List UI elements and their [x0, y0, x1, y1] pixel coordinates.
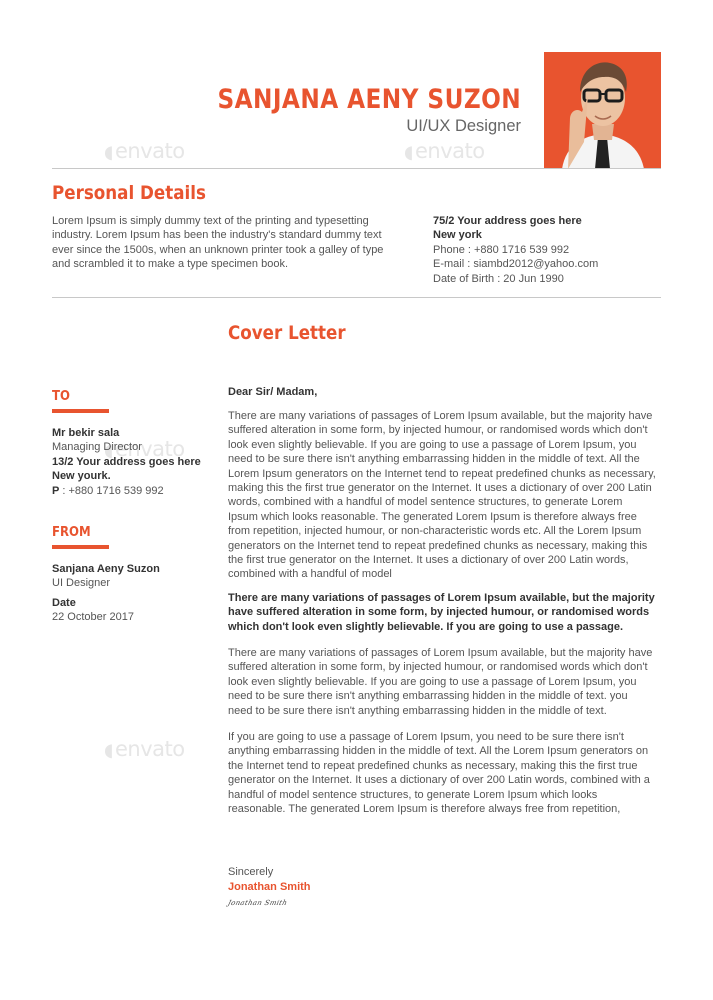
man-portrait-icon: [544, 52, 661, 169]
address-line: 75/2 Your address goes here: [433, 215, 582, 227]
closing: Sincerely: [228, 866, 274, 878]
from-underline: [52, 545, 109, 549]
recipient-city: New yourk.: [52, 470, 111, 483]
text-line: suffered alteration in some form, by injected humour, or randomised words which don't: [228, 661, 648, 674]
recipient-name: Mr bekir sala: [52, 427, 120, 439]
to-underline: [52, 409, 109, 413]
personal-contact: [433, 214, 598, 286]
text-line: ever since the 1500s, when an unknown printer took a galley of type: [52, 243, 384, 256]
watermark: ◖ envato: [104, 737, 185, 761]
text-line: need to be sure there isn't anything embarrassing hidden in the middle of text. All the: [228, 453, 640, 466]
from-heading: FROM: [52, 525, 91, 540]
text-line: combined with a handful of model: [228, 568, 392, 581]
text-line: anything embarrassing hidden in the middle of text. All the Lorem Ipsum generators on: [228, 745, 649, 758]
text-line: from repetition, injected humour, or non-characteristic words etc. All the Lorem Ipsum: [228, 525, 642, 538]
personal-details-title: Personal Details: [52, 182, 206, 204]
text-line: There are many variations of passages of Lorem Ipsum available, but the majority have: [228, 647, 653, 659]
recipient-title: Managing Director: [52, 441, 142, 454]
salutation: Dear Sir/ Madam,: [228, 386, 318, 398]
text-line: and scrambled it to make a type specimen book.: [52, 258, 289, 271]
dob-text: Date of Birth : 20 Jun 1990: [433, 272, 564, 285]
text-line: the first true generator on the Internet. It uses a dictionary of over 200 Latin words,: [228, 554, 629, 567]
text-line: reasonable. The generated Lorem Ipsum is therefore always free from repetition,: [228, 803, 621, 816]
letter-paragraph-3: [228, 646, 652, 718]
to-block: [52, 426, 201, 498]
cover-letter-title: Cover Letter: [228, 322, 346, 344]
header-divider: [52, 168, 661, 169]
watermark: ◖ envato: [404, 139, 485, 163]
signature: Jonathan Smith: [226, 899, 289, 907]
text-line: If you are going to use a passage of Lorem Ipsum, you need to be sure there isn't: [228, 731, 624, 743]
text-line: the Internet tend to repeat predefined chunks as necessary, making this the first true: [228, 759, 638, 772]
text-line: Lorem Ipsum is simply dummy text of the printing and typesetting: [52, 215, 369, 227]
phone-label: P: [52, 484, 60, 497]
email-text: E-mail : siambd2012@yahoo.com: [433, 258, 599, 271]
text-line: handful of model sentence structures, to generate Lorem Ipsum which looks: [228, 788, 598, 801]
watermark: ◖ envato: [104, 437, 185, 461]
to-heading: TO: [52, 389, 70, 404]
address-city: New york: [433, 229, 482, 242]
text-line: words, combined with a handful of model sentence structures, to generate Lorem: [228, 496, 623, 509]
candidate-name: SANJANA AENY SUZON: [217, 84, 521, 115]
candidate-role: UI/UX Designer: [406, 117, 521, 135]
text-line: have suffered alteration in some form, by injected humour, or randomised words: [228, 606, 650, 619]
text-line: generators on the Internet tend to repeat predefined chunks as necessary, making this: [228, 539, 648, 552]
text-line: generator on the Internet. It uses a dictionary of over 200 Latin words, combined with a: [228, 774, 650, 787]
text-line: There are many variations of passages of Lorem Ipsum available, but the majority: [228, 592, 655, 604]
text-line: suffered alteration in some form, by injected humour, or randomised words which don't: [228, 424, 648, 437]
signer-name: Jonathan Smith: [228, 881, 311, 893]
text-line: making this the first true generator on the Internet. It uses a dictionary of over 200 Latin: [228, 482, 652, 495]
profile-photo: [544, 52, 661, 169]
sender-name: Sanjana Aeny Suzon: [52, 563, 160, 575]
phone-text: Phone : +880 1716 539 992: [433, 243, 570, 256]
text-line: There are many variations of passages of Lorem Ipsum available, but the majority have: [228, 410, 653, 422]
watermark: ◖ envato: [104, 139, 185, 163]
sender-title: UI Designer: [52, 577, 111, 590]
text-line: need to be sure there isn't anything embarrassing hidden in the middle of text. you: [228, 690, 628, 703]
text-line: industry. Lorem Ipsum has been the industry's standard dummy text: [52, 229, 382, 242]
letter-paragraph-2: [228, 591, 655, 634]
from-block: [52, 562, 160, 591]
recipient-phone: [52, 484, 201, 498]
text-line: look even slightly believable. If you are going to use a passage of Lorem Ipsum, you: [228, 438, 637, 451]
personal-about: [52, 214, 383, 272]
date-label: Date: [52, 597, 76, 609]
text-line: need to be sure there isn't anything embarrassing hidden in the middle of text.: [228, 704, 607, 717]
letter-paragraph-1: [228, 409, 656, 582]
text-line: Lorem Ipsum generators on the Internet tend to repeat predefined chunks as necessary,: [228, 467, 656, 480]
recipient-address: 13/2 Your address goes here: [52, 455, 201, 468]
text-line: which don't look even slightly believable. If you are going to use a passage.: [228, 620, 624, 633]
date-block: [52, 596, 134, 625]
letter-paragraph-4: [228, 730, 650, 816]
date-value: 22 October 2017: [52, 611, 134, 624]
text-line: Ipsum which looks reasonable. The generated Lorem Ipsum is therefore always free: [228, 510, 637, 523]
phone-value: : +880 1716 539 992: [59, 484, 164, 497]
text-line: look even slightly believable. If you are going to use a passage of Lorem Ipsum, you: [228, 675, 637, 688]
section-divider: [52, 297, 661, 298]
